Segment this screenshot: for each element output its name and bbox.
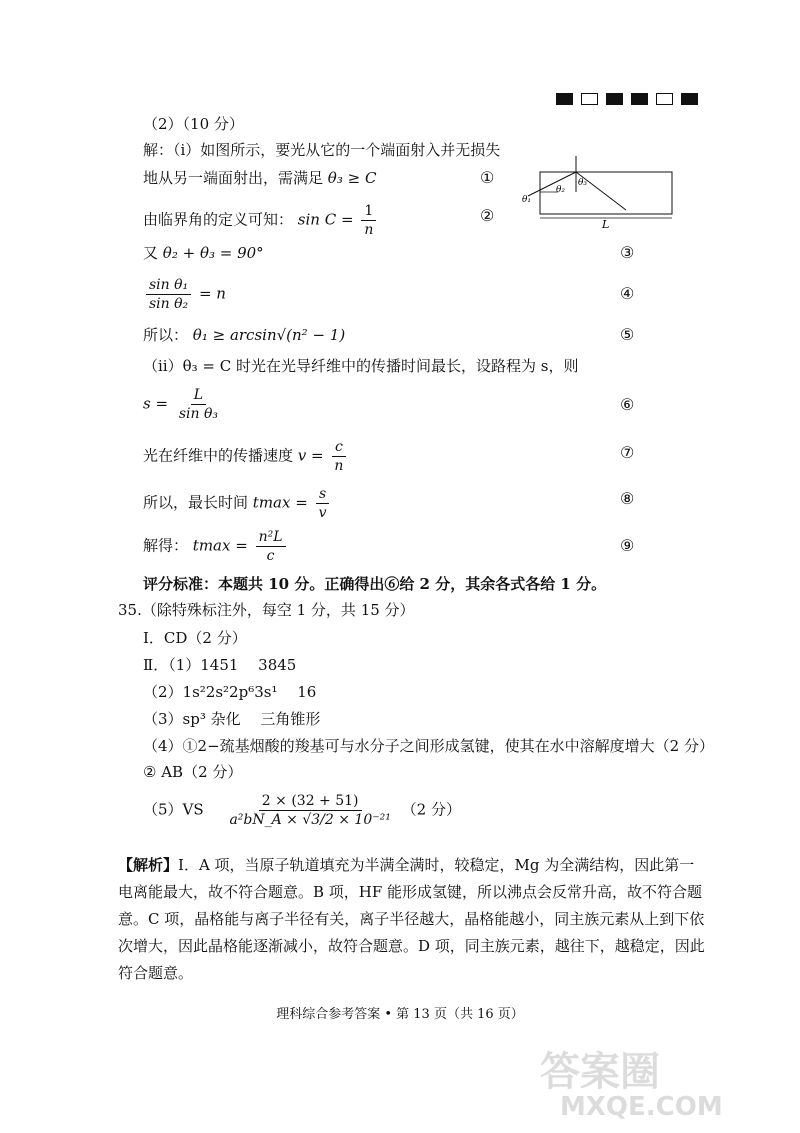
part2-line4: [143, 243, 264, 263]
part2-line9: [143, 438, 349, 475]
fraction: [331, 438, 346, 475]
denominator: n: [364, 222, 374, 238]
denominator: a²bN_A × √3/2 × 10⁻²¹: [229, 812, 391, 828]
numerator: c: [332, 438, 346, 457]
part2-line2: [143, 168, 376, 188]
analysis: [118, 852, 705, 987]
page-footer: 理科综合参考答案 • 第 13 页（共 16 页）: [276, 1007, 524, 1022]
eq-number-8: ⑧: [620, 489, 635, 508]
eq-number-7: ⑦: [620, 443, 635, 462]
q35-line1: Ⅰ．CD（2 分）: [143, 629, 247, 647]
q35-heading: 35.（除特殊标注外，每空 1 分，共 15 分）: [118, 601, 415, 619]
eq-number-6: ⑥: [620, 395, 635, 414]
fraction: [146, 276, 191, 313]
numerator: s: [316, 485, 329, 504]
math: θ₃ ≥ C: [327, 169, 377, 187]
math: tmax =: [192, 536, 248, 555]
math: tmax =: [252, 493, 308, 512]
part2-line6: [143, 325, 345, 345]
header-square: [681, 93, 698, 105]
header-square: [556, 93, 573, 105]
fraction: [226, 792, 393, 829]
math: θ₁ ≥ arcsin√(n² − 1): [192, 326, 346, 344]
header-squares: [548, 88, 698, 107]
theta3-label: θ₃: [578, 178, 588, 188]
denominator: sin θ₃: [178, 406, 218, 422]
part2-line3: [143, 202, 379, 239]
part2-line5: [143, 276, 226, 313]
math: sin C =: [297, 210, 354, 229]
numerator: 2 × (32 + 51): [259, 792, 362, 811]
fiber-diagram: [518, 152, 678, 232]
header-square: [631, 93, 648, 105]
theta1-label: θ₁: [522, 195, 532, 205]
eq-number-9: ⑨: [620, 536, 635, 555]
denominator: v: [318, 505, 327, 521]
part2-line8: [143, 386, 224, 423]
text: （2 分）: [401, 800, 461, 819]
part2-line7: （ⅱ）θ₃ = C 时光在光导纤维中的传播时间最长，设路程为 s，则: [143, 357, 579, 375]
eq-number-2: ②: [480, 206, 495, 225]
analysis-tag: 【解析】: [118, 856, 179, 874]
eq-number-5: ⑤: [620, 325, 635, 344]
text: Ⅰ．A 项，当原子轨道填充为半满全满时，较稳定，Mg 为全满结构，因此第一: [178, 856, 695, 874]
math: θ₂ + θ₃ = 90°: [162, 244, 264, 262]
theta2-label: θ₂: [556, 185, 566, 195]
analysis-line: [118, 852, 693, 879]
denominator: sin θ₂: [149, 296, 189, 312]
part2-line10: [143, 485, 333, 522]
header-square: [656, 93, 673, 105]
denominator: c: [266, 548, 275, 564]
analysis-line: 电离能最大，故不符合题意。B 项，HF 能形成氢键，所以沸点会反常升高，故不符合题: [118, 883, 703, 901]
watermark-logo: 答案圈: [540, 1049, 660, 1095]
text: （5）VS: [143, 800, 204, 819]
analysis-line: 意。C 项，晶格能与离子半径有关，离子半径越大，晶格能越小，同主族元素从上到下依: [118, 910, 705, 928]
numerator: L: [191, 386, 206, 405]
eq-number-1: ①: [480, 168, 495, 187]
eq-number-4: ④: [620, 284, 635, 303]
text: 又: [143, 244, 159, 262]
text: 地从另一端面射出，需满足: [143, 169, 324, 187]
header-square: [581, 93, 598, 105]
watermark-url: MXQE.COM: [560, 1092, 723, 1122]
header-square: [606, 93, 623, 105]
q35-line7: [143, 792, 461, 829]
text: 光在纤维中的传播速度: [143, 446, 294, 465]
denominator: n: [334, 458, 344, 474]
fraction: [176, 386, 221, 423]
fraction: [256, 528, 286, 565]
q35-line2: Ⅱ．（1）1451 3845: [143, 656, 297, 674]
part2-line1: 解：（ⅰ）如图所示，要光从它的一个端面射入并无损失: [143, 141, 501, 159]
q35-line4: （3）sp³ 杂化 三角锥形: [143, 710, 321, 728]
math: = n: [198, 284, 226, 303]
text: 解得：: [143, 536, 189, 555]
math: v =: [297, 446, 324, 465]
fraction: [361, 202, 376, 239]
part2-line11: [143, 528, 289, 565]
math: s =: [143, 394, 169, 413]
part2-heading: （2）（10 分）: [143, 115, 244, 133]
fraction: [316, 485, 330, 522]
text: 所以，最长时间: [143, 493, 249, 512]
numerator: sin θ₁: [146, 276, 191, 295]
length-label: L: [602, 218, 610, 231]
q35-line6: ② AB（2 分）: [143, 763, 243, 781]
analysis-line: 次增大，因此晶格能逐渐减小，故符合题意。D 项，同主族元素，越往下，越稳定，因此: [118, 937, 705, 955]
numerator: 1: [361, 202, 376, 221]
numerator: n²L: [256, 528, 286, 547]
analysis-line: 符合题意。: [118, 964, 194, 982]
eq-number-3: ③: [620, 243, 635, 262]
text: 所以：: [143, 326, 189, 344]
text: 由临界角的定义可知：: [143, 210, 294, 229]
q35-line3: （2）1s²2s²2p⁶3s¹ 16: [143, 683, 317, 701]
scoring-criteria: 评分标准：本题共 10 分。正确得出⑥给 2 分，其余各式各给 1 分。: [143, 575, 607, 593]
q35-line5: （4）①2−巯基烟酸的羧基可与水分子之间形成氢键，使其在水中溶解度增大（2 分）: [143, 737, 714, 755]
